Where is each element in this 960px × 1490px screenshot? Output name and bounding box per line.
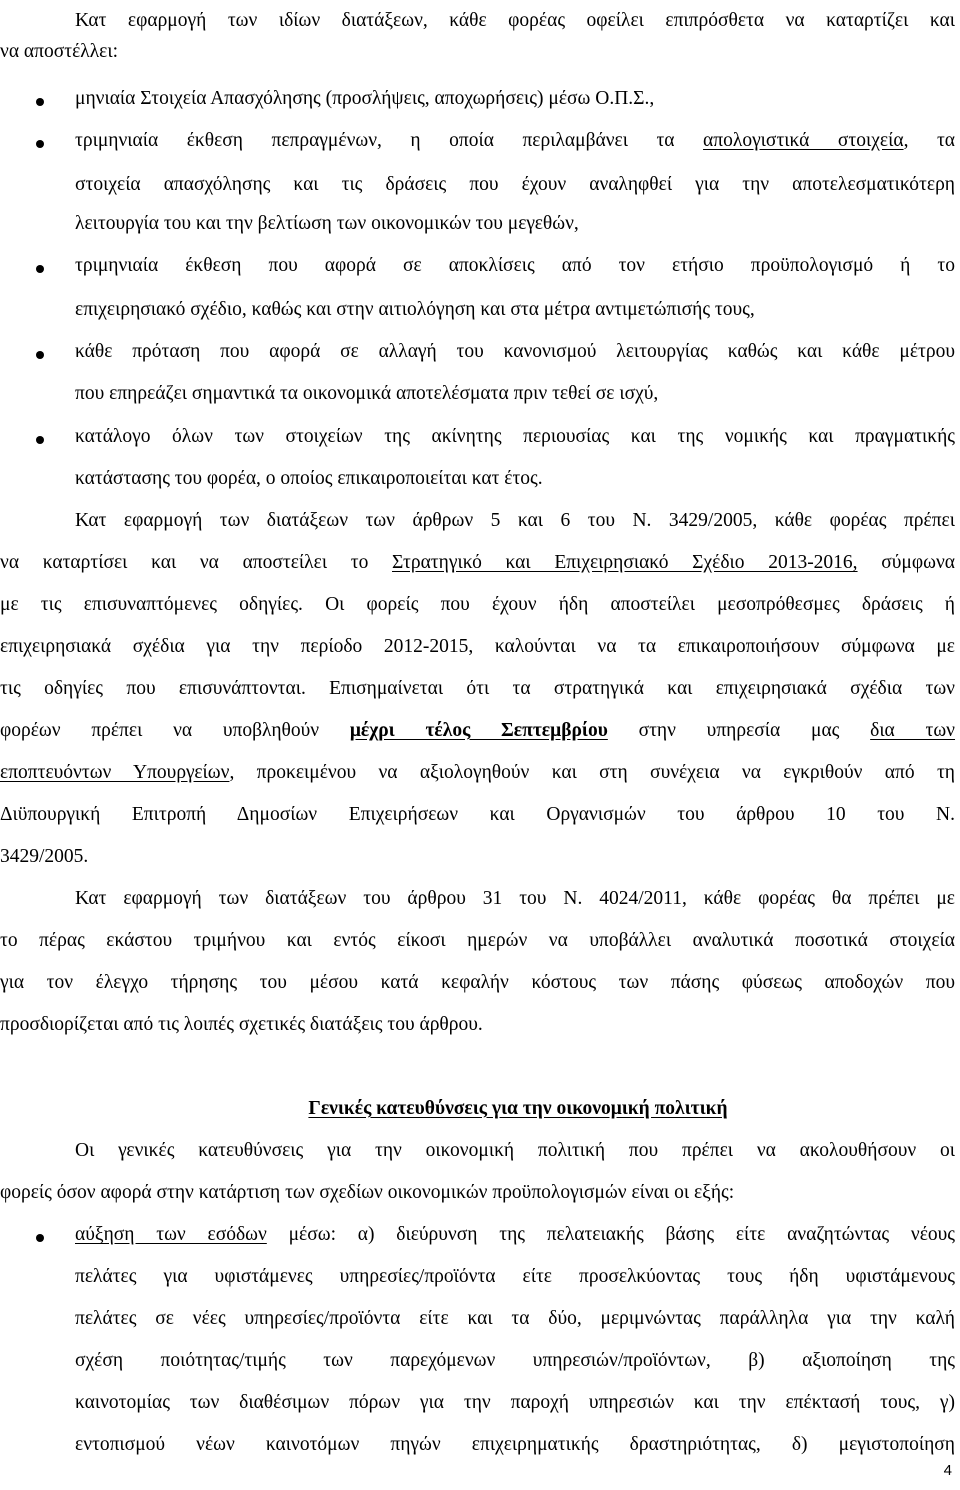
list-item-property-line-1: κατάλογο όλων των στοιχείων της ακίνητης περιουσίας και της νομικής και πραγματικής — [75, 426, 955, 447]
para2-line-6: φορέων πρέπει να υποβληθούν μέχρι τέλος Σεπτεμβρίου στην υπηρεσία μας δια των — [0, 720, 956, 741]
bullet-icon — [36, 436, 44, 444]
list-item-monthly-data: μηνιαία Στοιχεία Απασχόλησης (προσλήψεις, αποχωρήσεις) μέσω Ο.Π.Σ., — [75, 88, 655, 109]
para3-line-3: για τον έλεγχο τήρησης του μέσου κατά κεφαλήν κόστους των πάσης φύσεως αποδοχών που — [0, 972, 955, 993]
list-item-regulation-line-1: κάθε πρόταση που αφορά σε αλλαγή του κανονισμού λειτουργίας καθώς και κάθε μέτρου — [75, 341, 955, 362]
section-intro-line-2: φορείς όσον αφορά στην κατάρτιση των σχεδίων οικονομικών προϋπολογισμών είναι οι εξής: — [0, 1182, 735, 1203]
bullet-icon — [36, 1234, 44, 1242]
para3-line-2: το πέρας εκάστου τριμήνου και εντός είκοσι ημερών να υποβάλλει αναλυτικά ποσοτικά στοιχεία — [0, 930, 955, 951]
list-item-revenue-line-1: αύξηση των εσόδων μέσω: α) διεύρυνση της πελατειακής βάσης είτε αναζητώντας νέους — [75, 1224, 956, 1245]
para3-line-1: Κατ εφαρμογή των διατάξεων του άρθρου 31 του Ν. 4024/2011, κάθε φορέας θα πρέπει με — [75, 888, 955, 909]
bullet-icon — [36, 140, 44, 148]
link-strategic-plan: Στρατηγικό και Επιχειρησιακό Σχέδιο 2013-2016, — [392, 552, 858, 573]
para2-line-7: εποπτευόντων Υπουργείων, προκειμένου να αξιολογηθούν και στη συνέχεια να εγκριθούν από τη — [0, 762, 955, 783]
link-supervising-ministries-part-2: εποπτευόντων Υπουργείων — [0, 762, 230, 783]
list-item-quarterly-report-line-1: τριμηνιαία έκθεση πεπραγμένων, η οποία περιλαμβάνει τα απολογιστικά στοιχεία, τα — [75, 130, 955, 151]
para2-line-5: τις οδηγίες που επισυνάπτονται. Επισημαίνεται ότι τα στρατηγικά και επιχειρησιακά σχέδια των — [0, 678, 955, 699]
bullet-icon — [36, 265, 44, 273]
intro-line-2: να αποστέλλει: — [0, 41, 119, 62]
para2-line-2: να καταρτίσει και να αποστείλει το Στρατηγικό και Επιχειρησιακό Σχέδιο 2013-2016, σύμφωνα — [0, 552, 955, 573]
list-item-property-line-2: κατάστασης του φορέα, ο οποίος επικαιροποιείται κατ έτος. — [75, 468, 543, 489]
para2-line-8: Διϋπουργική Επιτροπή Δημοσίων Επιχειρήσεων και Οργανισμών του άρθρου 10 του Ν. — [0, 804, 955, 825]
para2-line-3: με τις επισυναπτόμενες οδηγίες. Οι φορείς που έχουν ήδη αποστείλει μεσοπρόθεσμες δράσεις ή — [0, 594, 955, 615]
link-supervising-ministries-part-1: δια των — [870, 720, 956, 741]
list-item-revenue-line-6: εντοπισμού νέων καινοτόμων πηγών επιχειρηματικής δραστηριότητας, δ) μεγιστοποίηση — [75, 1434, 955, 1455]
para3-line-4: προσδιορίζεται από τις λοιπές σχετικές διατάξεις του άρθρου. — [0, 1014, 483, 1035]
para2-line-9: 3429/2005. — [0, 846, 89, 867]
section-intro-line-1: Οι γενικές κατευθύνσεις για την οικονομική πολιτική που πρέπει να ακολουθήσουν οι — [75, 1140, 955, 1161]
section-heading: Γενικές κατευθύνσεις για την οικονομική πολιτική — [308, 1098, 728, 1119]
intro-line-1: Κατ εφαρμογή των ιδίων διατάξεων, κάθε φορέας οφείλει επιπρόσθετα να καταρτίζει και — [75, 10, 955, 31]
bullet-icon — [36, 98, 44, 106]
list-item-quarterly-report-line-2: στοιχεία απασχόλησης και τις δράσεις που έχουν αναληφθεί για την αποτελεσματικότερη — [75, 174, 955, 195]
list-item-revenue-line-4: σχέση ποιότητας/τιμής των παρεχόμενων υπηρεσιών/προϊόντων, β) αξιοποίηση της — [75, 1350, 955, 1371]
list-item-regulation-line-2: που επηρεάζει σημαντικά τα οικονομικά αποτελέσματα πριν τεθεί σε ισχύ, — [75, 383, 659, 404]
link-revenue-increase: αύξηση των εσόδων — [75, 1224, 267, 1245]
list-item-revenue-line-5: καινοτομίας των διαθέσιμων πόρων για την παροχή υπηρεσιών και την επέκτασή τους, γ) — [75, 1392, 955, 1413]
list-item-deviations-line-1: τριμηνιαία έκθεση που αφορά σε αποκλίσεις από τον ετήσιο προϋπολογισμό ή το — [75, 255, 955, 276]
page-number: 4 — [943, 1462, 952, 1479]
list-item-revenue-line-3: πελάτες σε νέες υπηρεσίες/προϊόντα είτε και τα δύο, μεριμνώντας παράλληλα για την καλή — [75, 1308, 955, 1329]
deadline-emphasis: μέχρι τέλος Σεπτεμβρίου — [349, 720, 608, 741]
bullet-icon — [36, 351, 44, 359]
link-accounting-data: απολογιστικά στοιχεία — [703, 130, 904, 151]
list-item-revenue-line-2: πελάτες για υφιστάμενες υπηρεσίες/προϊόντα είτε προσελκύοντας τους ήδη υφιστάμενους — [75, 1266, 955, 1287]
list-item-quarterly-report-line-3: λειτουργία του και την βελτίωση των οικονομικών του μεγεθών, — [75, 213, 579, 234]
para2-line-1: Κατ εφαρμογή των διατάξεων των άρθρων 5 και 6 του Ν. 3429/2005, κάθε φορέας πρέπει — [75, 510, 955, 531]
list-item-deviations-line-2: επιχειρησιακό σχέδιο, καθώς και στην αιτιολόγηση και στα μέτρα αντιμετώπισής τους, — [75, 299, 755, 320]
para2-line-4: επιχειρησιακά σχέδια για την περίοδο 2012-2015, καλούνται να τα επικαιροποιήσουν σύμφωνα με — [0, 636, 955, 657]
